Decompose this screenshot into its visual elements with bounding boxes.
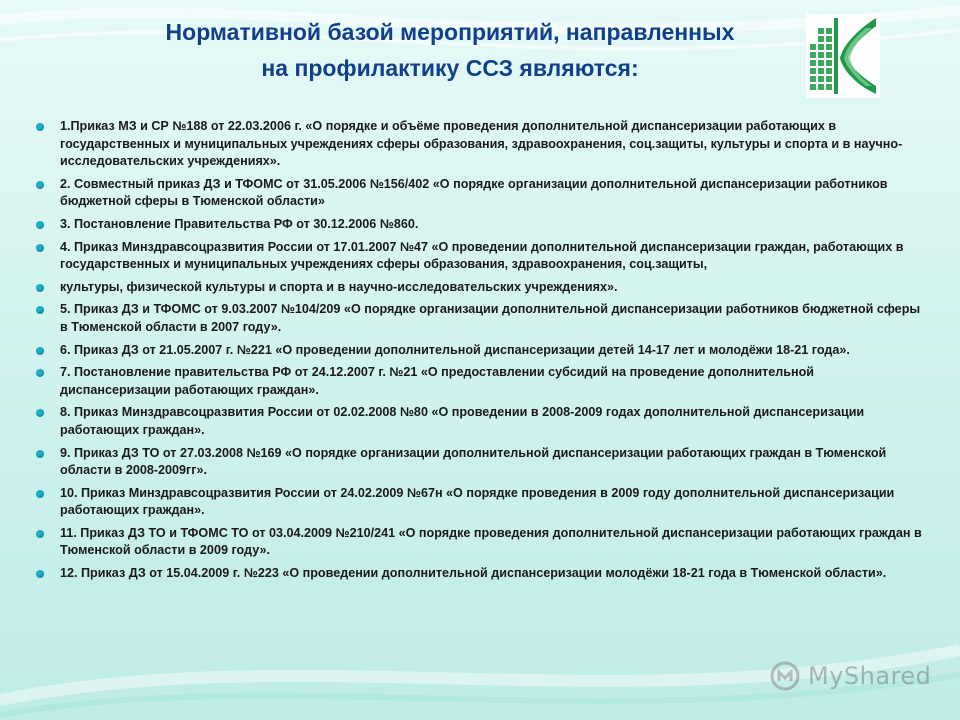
regulation-list (34, 118, 924, 588)
list-item (34, 525, 924, 560)
myshared-logo-icon (770, 661, 800, 691)
list-item-text: 5. Приказ ДЗ и ТФОМС от 9.03.2007 №104/209 «О порядке организации дополнительной диспансеризации работников бюджетной сферы в Тюменской области в 2007 году». (60, 302, 921, 334)
list-item-text: 10. Приказ Минздравсоцразвития России от 24.02.2009 №67н «О порядке проведения в 2009 году дополнительной диспансеризации работающих граждан». (60, 485, 895, 518)
bullet-icon (36, 284, 44, 292)
title-line-2: на профилактику ССЗ являются: (261, 55, 639, 81)
list-item (34, 118, 924, 171)
list-item (34, 485, 924, 520)
list-item-text: 2. Совместный приказ ДЗ и ТФОМС от 31.05.2006 №156/402 «О порядке организации дополнительной диспансеризации работников бюджетной сферы в Тюменской области» (60, 176, 888, 209)
list-item-text: 1.Приказ МЗ и СР №188 от 22.03.2006 г. «О порядке и объёме проведения дополнительной диспансеризации работающих в государственных и муниципальных учреждениях сферы образования, здравоохранения, соц.защиты, культуры и спорта и в научно-исследовательских учреждениях». (60, 119, 903, 169)
list-item-text: 12. Приказ ДЗ от 15.04.2009 г. №223 «О проведении дополнительной диспансеризации молодёжи 18-21 года в Тюменской области». (60, 566, 887, 581)
list-item-text: 4. Приказ Минздравсоцразвития России от 17.01.2007 №47 «О проведении дополнительной диспансеризации граждан, работающих в государственных и муниципальных учреждениях сферы образования, здравоохранения, соц.защиты, (60, 239, 904, 272)
list-item-text: 11. Приказ ДЗ ТО и ТФОМС ТО от 03.04.2009 №210/241 «О порядке проведения дополнительной диспансеризации работающих граждан в Тюменской области в 2009 году». (60, 525, 922, 558)
bullet-icon (36, 570, 44, 578)
list-item-text: 6. Приказ ДЗ от 21.05.2007 г. №221 «О проведении дополнительной диспансеризации детей 14-17 лет и молодёжи 18-21 года». (60, 342, 850, 357)
title-line-1: Нормативной базой мероприятий, направленных (165, 19, 735, 45)
bullet-icon (36, 244, 44, 252)
bullet-icon (36, 450, 44, 458)
list-item (34, 279, 924, 297)
list-item-text: культуры, физической культуры и спорта и в научно-исследовательских учреждениях». (60, 279, 618, 294)
list-item (34, 445, 924, 480)
list-item-text: 8. Приказ Минздравсоцразвития России от 02.02.2008 №80 «О проведении в 2008-2009 годах дополнительной диспансеризации работающих граждан». (60, 405, 865, 437)
organization-logo-icon (806, 14, 880, 98)
bullet-icon (36, 530, 44, 538)
list-item (34, 404, 924, 439)
list-item-text: 7. Постановление правительства РФ от 24.12.2007 г. №21 «О предоставлении субсидий на проведение дополнительной диспансеризации работающих граждан». (60, 365, 815, 397)
watermark (770, 660, 931, 692)
list-item (34, 239, 924, 274)
list-item (34, 301, 924, 336)
list-item (34, 342, 924, 360)
bullet-icon (36, 347, 44, 355)
slide-title (100, 14, 800, 86)
bullet-icon (36, 306, 44, 314)
list-item (34, 364, 924, 399)
list-item (34, 176, 924, 211)
list-item (34, 216, 924, 234)
list-item-text: 9. Приказ ДЗ ТО от 27.03.2008 №169 «О порядке организации дополнительной диспансеризации работающих граждан в Тюменской области в 2008-2009гг». (60, 445, 887, 478)
bullet-icon (36, 123, 44, 131)
watermark-text: MyShared (808, 662, 932, 690)
list-item (34, 565, 924, 583)
bullet-icon (36, 369, 44, 377)
bullet-icon (36, 181, 44, 189)
list-item-text: 3. Постановление Правительства РФ от 30.12.2006 №860. (60, 216, 419, 231)
bullet-icon (36, 409, 44, 417)
bullet-icon (36, 490, 44, 498)
bullet-icon (36, 221, 44, 229)
